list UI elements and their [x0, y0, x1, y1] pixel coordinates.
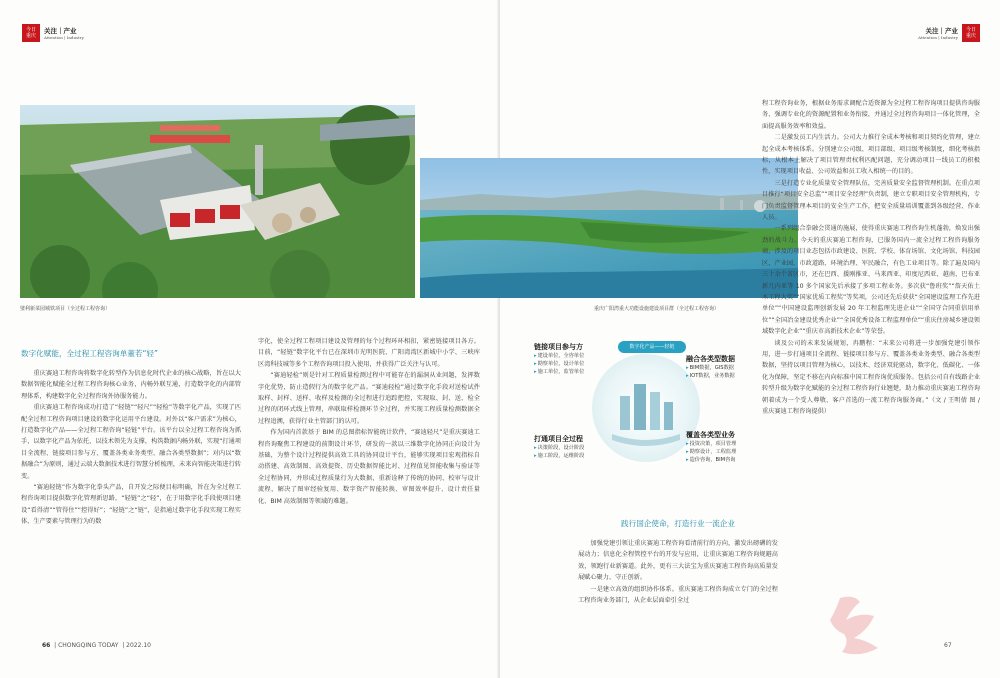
quadrant-title: 融合各类型数据 — [686, 355, 735, 363]
diagram-quadrant-data — [686, 354, 735, 380]
diagram-quadrant-participants — [534, 342, 584, 376]
right-header — [918, 24, 980, 42]
paragraph: 一是建立高效的组织协作体系。重庆赛迪工程咨询成立专门的全过程工程咨询业务部门，从企业层面牵引全过 — [578, 585, 778, 605]
quadrant-title: 覆盖各类型业务 — [686, 431, 735, 439]
issue-date: 2022.10 — [126, 642, 151, 649]
paragraph: 一系列组合拳融会贯通的施展，使得重庆赛迪工程咨询生机蓬勃，焕发出强劲的战斗力。今天的重庆赛迪工程咨询，已服务国内一流全过程工程咨询服务商，涉及的项目业态包括市政建设、医院、学校、体育场馆、文化场馆、科技园区、产业园、市政道路、环境治理、军民融合，有色工业项目等。除了遍及国内三十余个省区市，还在巴西、援刚推亚、马来西亚、印度尼西亚、越南、巴布亚新几内亚等 10 多个国家先后承接了多项工程业务。多次获“鲁班奖”“詹天佑土木工程大奖”“国家优质工程奖”等奖项，公司还先后获获“全国建设监理工作先进单位”“中国建设监理创新发展 20 年工程监理先进企业”“全国守合同重信用单位”“全国冶金建设优秀企业”“全国优秀设备工程监理单位”“重庆住房城乡建设领域数字化企业”“重庆市高新技术企业”等荣誉。 — [762, 225, 980, 336]
quadrant-item: ▸ 施工阶段，运维阶段 — [534, 452, 584, 460]
river-bay-aerial-photo — [420, 158, 798, 298]
page-number: 66 — [42, 642, 51, 649]
right-column-2 — [762, 98, 980, 417]
paragraph: “赛迪轻检”则是针对工程质量检测过程中可能存在的漏洞从业问题，发挥数字化优势，防止造假行为的数字化产品。“赛迪轻检”通过数字化手段对送检试件取样、封样、送样、收样及检测的全过程进行追踪把控，实现取、封、送、检全过程的闭环式线上管理，串联取样检测环节全过程，并实现工程质量检测数据全过程追溯，获得行业主管部门的认可。 — [258, 372, 480, 425]
paragraph: 重庆赛迪工程咨询将数字化转型作为信息化时代企业的核心战略，旨在以大数据智能化赋能全过程工程咨询核心业务，内畅外联互通，打造数字化的内部管理体系，构建数字化全过程咨询外协服务能力。 — [21, 370, 241, 400]
quadrant-item: ▸ 投资决策，项目管理 — [686, 440, 736, 448]
magazine-name: CHONGQING TODAY — [58, 642, 119, 649]
section-title-en: Attention | Industry — [44, 35, 84, 40]
paragraph: 加强党建引领让重庆赛迪工程咨询看清前行的方向，激发出磅礴的发展动力；信息化全程管控平台的开发与应用，让重庆赛迪工程咨询规避高效，领跑行业新赛道。此外，更有三大法宝为重庆赛迪工程咨询高质量发展赋心聚力、守正创新。 — [578, 540, 778, 582]
left-header — [22, 24, 84, 42]
rail-project-aerial-photo — [20, 105, 415, 298]
section-title-cn: 关注｜产业 — [44, 27, 77, 35]
section-title-cn: 关注｜产业 — [925, 27, 958, 35]
quadrant-item: ▸ IOT数据，业务数据 — [686, 372, 735, 380]
magazine-logo — [22, 24, 40, 42]
red-seal-watermark-icon — [820, 590, 895, 665]
qinglian-product-diagram — [534, 338, 750, 498]
left-column-2 — [258, 336, 480, 507]
left-page-number: 66 | CHONGQING TODAY | 2022.10 — [42, 642, 151, 649]
section-subhead-digital: 数字化赋能，全过程工程咨询单董若“轻” — [21, 349, 158, 358]
paragraph: 谈及公司的未来发展规划，冉鹏程：“未来公司将进一步加强党建引领作用，进一步打通项目全流程、链接项目参与方、覆盖各类业务类型、融合各类型数据，坚持以项目管理为核心，以技术、经济双轮驱动，数字化、低碳化、一体化为保障，坚定不移在内向标准中国工程咨询优质服务。包括公司自有线路企业转型升级为数字化赋能的全过程工程咨询行业翘楚，助力推动重庆赛迪工程咨询朝着成为一个受人尊敬、客户首选的一流工程咨询服务商。”（文 / 王明倩 图 / 重庆赛迪工程咨询提供） — [762, 339, 980, 415]
diagram-center-circle — [592, 354, 700, 462]
quadrant-item: ▸ 勘察设计，工程监理 — [686, 448, 736, 456]
logo-text: 今日 重庆 — [965, 27, 976, 39]
quadrant-item: ▸ 勘察单位，设计单位 — [534, 360, 584, 368]
paragraph: “赛迪轻链”作为数字化拳头产品，自开发之际便目标明确，旨在为全过程工程咨询项目提供数字化管理新思路，“轻链”之“轻”，在于用数字化手段使项目建设“看得清”“管得住”“控得好”；“轻链”之“链”，是指通过数字化手段实现工程实体、生产要素与管理行为的数 — [21, 484, 241, 526]
paragraph: 程工程咨询业务，根据业务需求调配合适资源为全过程工程咨询项目提供咨询服务，强调专业化的资源配置和业务衔接，并通过全过程咨询项目一体化管理，全面提高服务效率和效益。 — [762, 100, 980, 130]
quadrant-title: 打通项目全过程 — [534, 435, 583, 443]
quadrant-item: ▸ 决策阶段，设计阶段 — [534, 444, 584, 452]
magazine-logo — [962, 24, 980, 42]
paragraph: 三是打造专业化质量安全管理队伍，完善质量安全监督管理机制。在重点项目推行“项目安全总监”“项目安全经理”负责制，建立专职项目安全管理机构，专门负责监督管理本项目的安全生产工作，把安全质量培训覆盖到各级经营、作业人员。 — [762, 179, 980, 222]
paragraph: 重庆赛迪工程咨询成功打造了“轻链”“轻尺”“轻检”等数字化产品，实现了匹配全过程工程咨询项目建设的数字化运用平台建设。对外以“客户需求”为核心，打造数字化产品——全过程工程咨询“轻链”平台。该平台以全过程工程咨询为抓手，以数字化产品为依托，以技术领先为支撑，构筑数据内畅外联，实现“打通项目全流程、链接项目参与方、覆盖各类业务类型、融合各类型数据”；对内以“数据融合”为原则，通过云端大数据技术进行智慧分析梳理，未来向智能决策进行转变。 — [21, 404, 241, 480]
section-subhead-mission: 践行国企使命，打造行业一流企业 — [621, 519, 735, 528]
paragraph: 字化，使全过程工程项目建设及管理的每个过程环环相扣，紧密链接项目各方。目前，“轻链”数字化平台已在深圳市光明医院、广阳湾湾区新城中小学、三峡库区湾科技城等多个工程咨询项目投入使用，并获得广泛关注与认可。 — [258, 338, 480, 368]
paragraph: 二是激发员工内生活力。公司大力推行全成本考核和项目契约化管理，建立起全成本考核体系。分别建立公司级、项目部级、项目级考核制度，细化考核指标，从根本上解决了项目管理责权利匹配问题，充分调动项目一线员工的积极性，实现项目收益、公司效益和员工收入相统一的目的。 — [762, 134, 980, 176]
diagram-center-label: 数字化产品——轻链 — [618, 341, 686, 353]
logo-text: 今日 重庆 — [25, 27, 36, 39]
city-skyline-icon — [592, 354, 700, 462]
quadrant-item: ▸ 建设单位，全咨单位 — [534, 352, 584, 360]
section-title-en: Attention | Industry — [918, 35, 958, 40]
right-column-1 — [578, 514, 778, 606]
quadrant-item: ▸ 施工单位，监管单位 — [534, 368, 584, 376]
right-page-number: 67 — [944, 642, 952, 649]
left-photo-caption: 璧利新菜园城铁项目（全过程工程咨询） — [20, 306, 111, 312]
paragraph: 作为国内首款基于 BIM 的总图指标智能统计软件，“赛迪轻尺”是重庆赛迪工程咨询聚焦工程建设的前期设计环节，研发的一款以三维数字化协同正向设计为基础，为整个设计过程提供高效工具的协同设计平台，能够实现项目宏观指标自动搭建、高效制图、高效提资、历史数据智能比对、过程值见智能收集与验证等全过程协同，并形成过程质量行为大数据，重新诠释了传统的协同、校审与设计流程，解决了图审经验复用、数字资产智能转换、审图效率提升、设计责任量化、BIM 高效制图等领域的难题。 — [258, 429, 480, 505]
left-column-1 — [21, 344, 241, 528]
quadrant-title: 链接项目参与方 — [534, 343, 583, 351]
quadrant-item: ▸ BIM数据，GIS数据 — [686, 364, 735, 372]
diagram-quadrant-business — [686, 430, 736, 464]
diagram-quadrant-process — [534, 434, 584, 460]
quadrant-item: ▸ 造价咨询，BIM咨询 — [686, 456, 736, 464]
right-photo-caption: 重庆广阳湾重大功能设施建设项目群（全过程工程咨询） — [594, 306, 720, 312]
